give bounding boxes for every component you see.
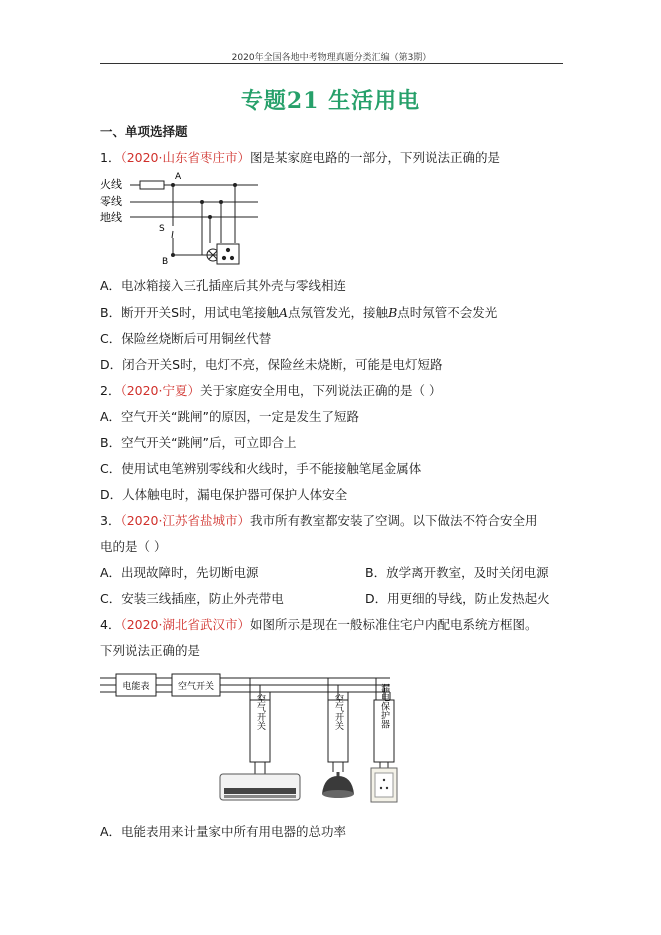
q3-stem <box>100 511 538 529</box>
q2-option-a: A．空气开关“跳闸”的原因，一定是发生了短路 <box>100 409 360 424</box>
q1-stem <box>100 148 500 166</box>
label-neutral-wire: 零线 <box>100 195 122 208</box>
q4-number: 4． <box>100 617 121 632</box>
q2-stem <box>100 381 441 399</box>
q1-option-a: A．电冰箱接入三孔插座后其外壳与零线相连 <box>100 278 347 293</box>
q1-option-b: B．断开开关S时，用试电笔接触A点氖管发光，接触B点时氖管不会发光 <box>100 305 498 320</box>
label-switch-s: S <box>159 224 165 234</box>
q1-option-d: D．闭合开关S时，电灯不亮，保险丝未烧断，可能是电灯短路 <box>100 357 443 372</box>
section-heading: 一、单项选择题 <box>100 124 188 139</box>
q3-text-2: 电的是（ ） <box>100 539 167 554</box>
q4-stem <box>100 615 538 633</box>
q2-text: 关于家庭安全用电，下列说法正确的是（ ） <box>200 383 442 398</box>
q1-number: 1． <box>100 150 121 165</box>
label-leakage-protector: 漏电保护器 <box>379 683 389 729</box>
air-conditioner-icon <box>220 774 300 800</box>
q4-text-1: 如图所示是现在一般标准住宅户内配电系统方框图。 <box>250 617 538 632</box>
q3-option-d: D．用更细的导线，防止发热起火 <box>365 591 550 606</box>
label-energy-meter: 电能表 <box>122 682 150 692</box>
q4-source: （2020·湖北省武汉市） <box>120 617 250 632</box>
page-header: 2020年全国各地中考物理真题分类汇编（第3期） <box>231 53 432 63</box>
label-point-b: B <box>162 257 169 267</box>
q3-option-a: A．出现故障时，先切断电源 <box>100 565 259 580</box>
q3-option-b: B．放学离开教室，及时关闭电源 <box>365 565 549 580</box>
q3-source: （2020·江苏省盐城市） <box>120 513 250 528</box>
label-live-wire: 火线 <box>100 178 122 191</box>
label-air-switch-1: 空气开关 <box>255 694 265 730</box>
q1-option-c: C．保险丝烧断后可用铜丝代替 <box>100 331 272 346</box>
q4-distribution-diagram <box>100 668 420 808</box>
q2-option-d: D．人体触电时，漏电保护器可保护人体安全 <box>100 487 348 502</box>
q2-source: （2020·宁夏） <box>120 383 200 398</box>
q4-text-2: 下列说法正确的是 <box>100 643 201 658</box>
label-air-switch-2: 空气开关 <box>333 694 343 730</box>
label-main-air-switch: 空气开关 <box>177 682 215 692</box>
label-ground-wire: 地线 <box>100 211 122 224</box>
label-point-a: A <box>175 172 182 182</box>
q2-option-b: B．空气开关“跳闸”后，可立即合上 <box>100 435 297 450</box>
q4-option-a: A．电能表用来计量家中所有用电器的总功率 <box>100 824 347 839</box>
q1-source: （2020·山东省枣庄市） <box>120 150 250 165</box>
q3-number: 3． <box>100 513 121 528</box>
lamp-icon <box>322 772 354 798</box>
header-divider <box>100 63 563 64</box>
socket-icon <box>371 768 397 802</box>
q2-number: 2． <box>100 383 121 398</box>
q1-circuit-diagram <box>100 168 270 268</box>
page-title: 专题21 生活用电 <box>240 88 421 114</box>
q3-option-c: C．安装三线插座，防止外壳带电 <box>100 591 284 606</box>
q3-text-1: 我市所有教室都安装了空调。以下做法不符合安全用 <box>250 513 538 528</box>
q2-option-c: C．使用试电笔辨别零线和火线时，手不能接触笔尾金属体 <box>100 461 422 476</box>
q1-text: 图是某家庭电路的一部分，下列说法正确的是 <box>250 150 501 165</box>
